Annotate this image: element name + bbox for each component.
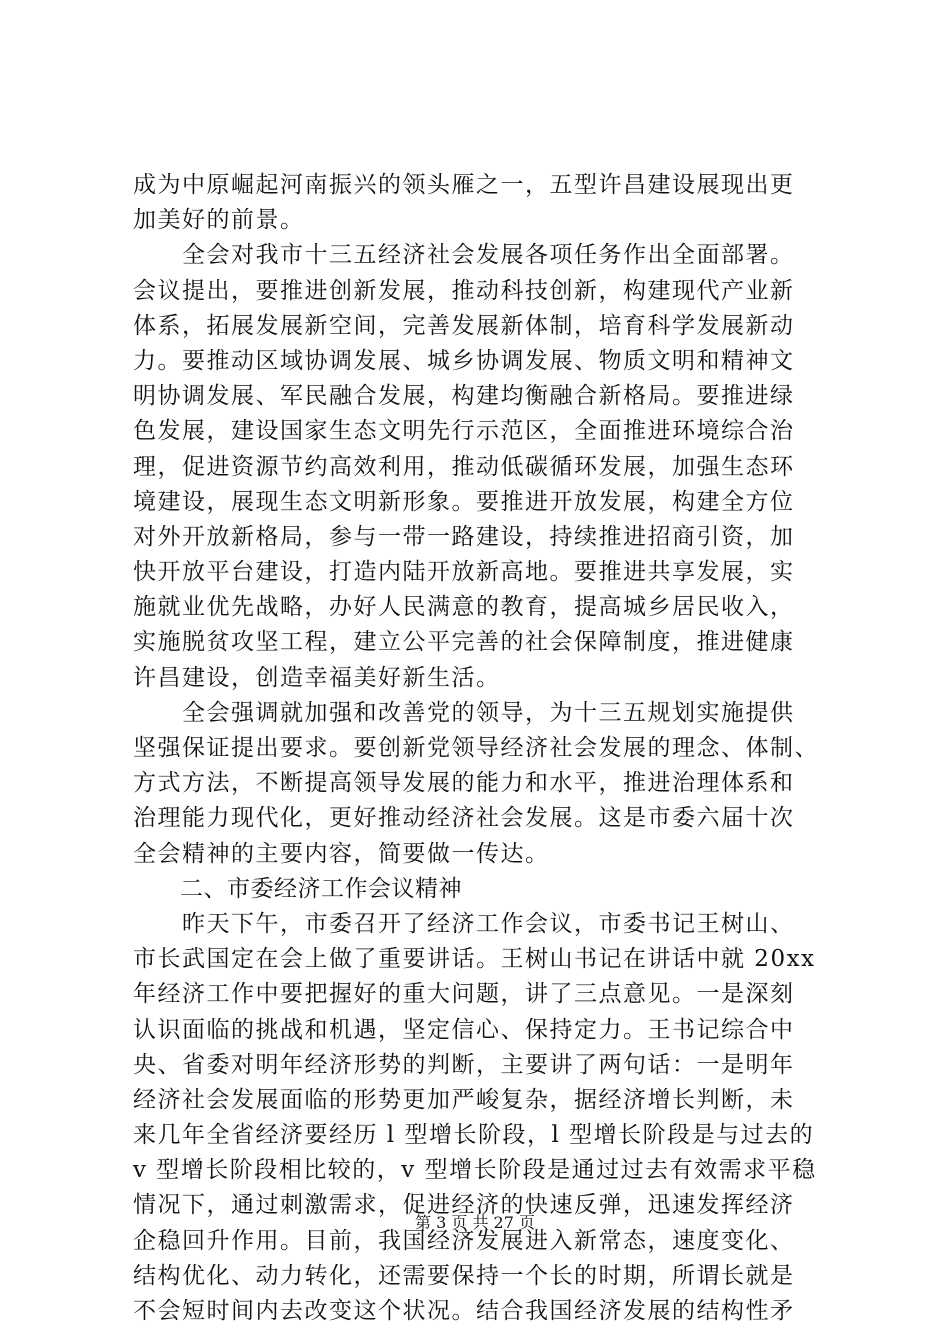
text-line: 方式方法，不断提高领导发展的能力和水平，推进治理体系和 xyxy=(133,770,795,797)
text-line: 央、省委对明年经济形势的判断，主要讲了两句话：一是明年 xyxy=(133,1051,795,1078)
text-line: 施就业优先战略，办好人民满意的教育，提高城乡居民收入， xyxy=(133,594,795,621)
text-line: 企稳回升作用。目前，我国经济发展进入新常态，速度变化、 xyxy=(133,1227,795,1254)
text-line: 认识面临的挑战和机遇，坚定信心、保持定力。王书记综合中 xyxy=(133,1016,795,1043)
text-line: 对外开放新格局，参与一带一路建设，持续推进招商引资，加 xyxy=(133,523,795,550)
text-line: 加美好的前景。 xyxy=(133,207,305,234)
text-line: 昨天下午，市委召开了经济工作会议，市委书记王树山、 xyxy=(133,910,795,937)
text-line: 不会短时间内去改变这个状况。结合我国经济发展的结构性矛 xyxy=(133,1298,795,1324)
text-line: 年经济工作中要把握好的重大问题，讲了三点意见。一是深刻 xyxy=(133,981,795,1008)
text-line: 全会对我市十三五经济社会发展各项任务作出全面部署。 xyxy=(133,242,795,269)
body-text xyxy=(133,168,833,1329)
text-line: 实施脱贫攻坚工程，建立公平完善的社会保障制度，推进健康 xyxy=(133,629,795,656)
text-line: 境建设，展现生态文明新形象。要推进开放发展，构建全方位 xyxy=(133,488,795,515)
text-line: 来几年全省经济要经历 l 型增长阶段，l 型增长阶段是与过去的 xyxy=(133,1122,815,1149)
text-line: 成为中原崛起河南振兴的领头雁之一，五型许昌建设展现出更 xyxy=(133,172,795,198)
text-line: 全会强调就加强和改善党的领导，为十三五规划实施提供 xyxy=(133,699,795,726)
text-line: 体系，拓展发展新空间，完善发展新体制，培育科学发展新动 xyxy=(133,312,795,339)
text-line: 情况下，通过刺激需求，促进经济的快速反弹，迅速发挥经济 xyxy=(133,1192,795,1219)
text-line: 色发展，建设国家生态文明先行示范区，全面推进环境综合治 xyxy=(133,418,795,445)
text-line: 理，促进资源节约高效利用，推动低碳循环发展，加强生态环 xyxy=(133,453,795,480)
text-line: 许昌建设，创造幸福美好新生活。 xyxy=(133,664,501,691)
text-line: 结构优化、动力转化，还需要保持一个长的时期，所谓长就是 xyxy=(133,1262,795,1289)
text-line: 会议提出，要推进创新发展，推动科技创新，构建现代产业新 xyxy=(133,277,795,304)
text-line: 治理能力现代化，更好推动经济社会发展。这是市委六届十次 xyxy=(133,805,795,832)
text-line: 经济社会发展面临的形势更加严峻复杂，据经济增长判断，未 xyxy=(133,1086,795,1113)
page-number-footer: 第 3 页 共 27 页 xyxy=(415,1213,535,1232)
text-line: 力。要推动区域协调发展、城乡协调发展、物质文明和精神文 xyxy=(133,347,795,374)
text-line: 市长武国定在会上做了重要讲话。王树山书记在讲话中就 20xx xyxy=(133,946,816,973)
text-line: 明协调发展、军民融合发展，构建均衡融合新格局。要推进绿 xyxy=(133,383,795,410)
text-line: 快开放平台建设，打造内陆开放新高地。要推进共享发展，实 xyxy=(133,559,795,586)
section-heading: 二、市委经济工作会议精神 xyxy=(133,875,462,902)
text-line: 坚强保证提出要求。要创新党领导经济社会发展的理念、体制、 xyxy=(133,735,819,761)
text-line: 全会精神的主要内容，简要做一传达。 xyxy=(133,840,550,867)
text-line: v 型增长阶段相比较的，v 型增长阶段是通过过去有效需求平稳 xyxy=(133,1157,817,1184)
